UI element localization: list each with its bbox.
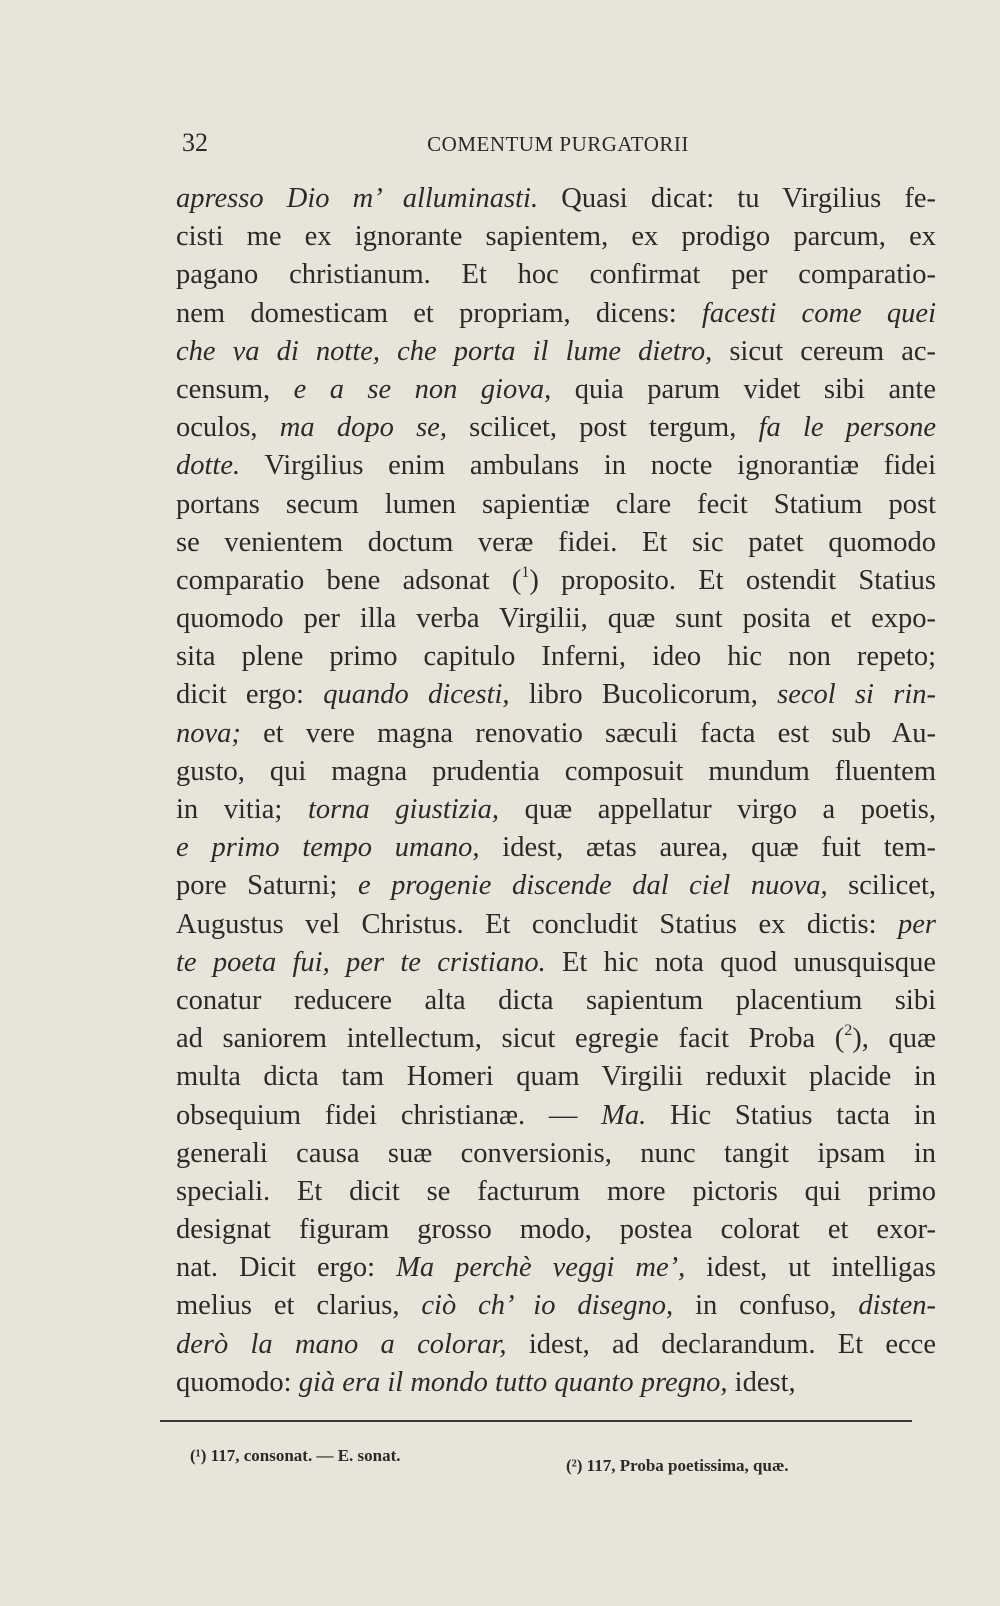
footnote-rule [160,1420,912,1422]
text-segment: sita plene primo capitulo Inferni, ideo hic non repeto; [176,641,936,673]
text-segment: oculos, [176,412,280,444]
text-line [176,1097,936,1135]
text-segment: quia parum videt sibi ante [551,373,936,405]
text-segment: scilicet, [827,870,937,902]
text-line [176,1173,936,1211]
body-text [176,180,936,1402]
text-line [176,791,936,829]
page-number: 32 [182,128,208,157]
text-segment: dicit ergo: [176,679,324,711]
text-line [176,1135,936,1173]
text-line [176,1364,936,1402]
text-segment: ) proposito. Et ostendit Statius [529,564,937,596]
italic-quote: dotte. [176,450,241,482]
italic-quote: quando dicesti, [323,679,510,711]
text-line [176,600,936,638]
text-segment: in confuso, [673,1290,859,1322]
text-segment: Virgilius enim ambulans in nocte ignorantiæ fidei [240,450,936,482]
text-segment: nat. Dicit ergo: [176,1252,397,1284]
text-segment: comparatio bene adsonat ( [176,564,522,596]
text-segment: in vitia; [176,794,308,825]
running-title: COMENTUM PURGATORII [427,132,689,156]
text-line [176,1058,936,1096]
italic-quote: secol si rin- [777,679,936,711]
footnote-marker: 1 [521,563,530,581]
text-segment: pagano christianum. Et hoc confirmat per comparatio- [176,259,936,291]
italic-quote: disten- [858,1290,936,1322]
italic-quote: te poeta fui, per te cristiano. [176,946,546,978]
footnotes [190,1446,890,1486]
text-line [176,906,936,944]
text-segment: Augustus vel Christus. Et concludit Statius ex dictis: [176,908,898,940]
text-line [176,676,936,714]
text-segment: scilicet, post tergum, [446,412,759,444]
text-segment: portans secum lumen sapientiæ clare fecit Statium post [176,488,936,520]
text-line [176,1020,936,1058]
text-line [176,753,936,791]
text-segment: idest, ut intelligas [685,1252,936,1284]
text-line [176,562,936,600]
text-segment: cisti me ex ignorante sapientem, ex prodigo parcum, ex [176,221,936,253]
text-line [176,486,936,524]
text-line [176,371,936,409]
page-header [182,128,934,168]
text-line [176,256,936,294]
text-line [176,1249,936,1287]
text-segment: speciali. Et dicit se facturum more pictoris qui primo [176,1175,936,1207]
italic-quote: Ma perchè veggi me’, [396,1252,686,1284]
italic-quote: e a se non giova, [293,373,552,405]
text-segment: conatur reducere alta dicta sapientum placentium sibi [176,984,936,1016]
text-segment: quæ appellatur virgo a poetis, [499,794,936,825]
text-line [176,944,936,982]
text-segment: designat figuram grosso modo, postea colorat et exor- [176,1214,936,1246]
text-line [176,715,936,753]
text-segment: sicut cereum ac- [712,335,936,367]
text-segment: Et hic nota quod unusquisque [545,946,936,978]
text-line [176,447,936,485]
text-line [176,524,936,562]
text-segment: pore Saturni; [176,870,358,902]
italic-quote: che va di notte, che porta il lume dietro, [176,335,713,367]
italic-quote: Ma. [601,1099,647,1131]
text-segment: nem domesticam et propriam, dicens: [176,297,702,329]
footnote-2: (²) 117, Proba poetissima, quæ. [566,1456,789,1475]
text-segment: et vere magna renovatio sæculi facta est sub Au- [240,717,936,749]
italic-quote: apresso Dio m’ alluminasti. [176,183,539,214]
italic-quote: derò la mano a colorar, [176,1328,507,1360]
italic-quote: nova; [176,717,241,749]
italic-quote: ciò ch’ io disegno, [421,1290,674,1322]
text-line [176,829,936,867]
text-line [176,295,936,333]
italic-quote: e progenie discende dal ciel nuova, [357,870,828,902]
italic-quote: ma dopo se, [279,412,447,444]
text-segment: obsequium fidei christianæ. — [176,1099,602,1131]
text-segment: Hic Statius tacta in [646,1099,936,1131]
text-segment: idest, ætas aurea, quæ fuit tem- [479,832,936,864]
text-line [176,333,936,371]
text-segment: ad saniorem intellectum, sicut egregie facit Proba ( [176,1023,845,1055]
text-line [176,1326,936,1364]
text-segment: Quasi dicat: tu Virgilius fe- [538,183,936,214]
text-line [176,982,936,1020]
footnote-1: (¹) 117, consonat. — E. sonat. [190,1446,401,1465]
italic-quote: e primo tempo umano, [176,832,480,864]
text-segment: libro Bucolicorum, [509,679,778,711]
footnote-marker: 2 [844,1022,853,1040]
italic-quote: facesti come quei [701,297,936,329]
text-segment: idest, ad declarandum. Et ecce [506,1328,936,1360]
italic-quote: già era il mondo tutto quanto pregno, [298,1366,728,1398]
text-segment: gusto, qui magna prudentia composuit mundum fluentem [176,755,936,787]
text-segment: melius et clarius, [176,1290,422,1322]
text-segment: generali causa suæ conversionis, nunc tangit ipsam in [176,1137,936,1169]
text-line [176,638,936,676]
italic-quote: fa le persone [758,412,937,444]
text-line [176,1287,936,1325]
text-segment: se venientem doctum veræ fidei. Et sic patet quomodo [176,526,936,558]
text-segment: quomodo: [176,1366,299,1398]
text-line [176,218,936,256]
text-line [176,180,936,218]
text-segment: idest, [727,1366,796,1398]
text-line [176,867,936,905]
text-line [176,409,936,447]
text-line [176,1211,936,1249]
text-segment: multa dicta tam Homeri quam Virgilii reduxit placide in [176,1061,936,1093]
text-segment: ), quæ [852,1023,936,1055]
text-segment: censum, [176,373,294,405]
italic-quote: torna giustizia, [307,794,500,825]
italic-quote: per [898,908,936,940]
text-segment: quomodo per illa verba Virgilii, quæ sunt posita et expo- [176,603,936,635]
